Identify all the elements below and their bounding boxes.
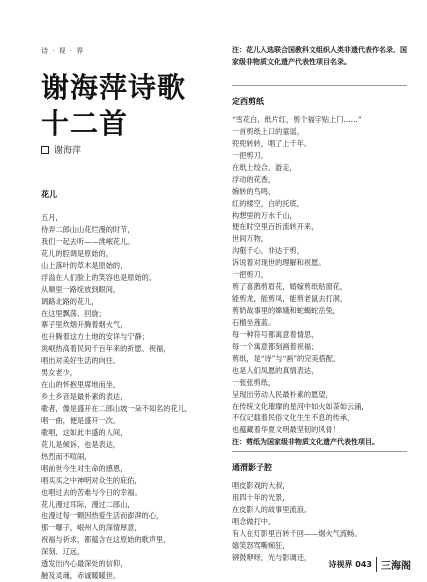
poem-line: 一把剪刀， bbox=[232, 270, 268, 280]
poem-line: 唱出对美好生活的向往。 bbox=[41, 356, 121, 366]
poem-line: 每一个寓意都刻画着祝福； bbox=[232, 341, 319, 351]
poem-line: 花儿的腔调是原始的， bbox=[41, 248, 113, 258]
poem-line: 花儿漫过耳际，漫过二郎山， bbox=[41, 499, 135, 509]
poem-line: “雪花白，纸片红，剪个福字贴上门……” bbox=[232, 115, 362, 124]
poem-body-jianzhi bbox=[232, 114, 369, 436]
poem-line: 唱皮影戏的大叔， bbox=[232, 481, 290, 490]
magazine-logo: 三海阁 bbox=[376, 557, 411, 572]
poem-line: 一首剪纸上口的童谣， bbox=[232, 126, 304, 136]
poem-line: 唱一曲，便是盛开一次。 bbox=[41, 415, 121, 425]
note-mid: 注：剪纸为国家级非物质文化遗产代表性项目。 bbox=[232, 437, 379, 446]
poem-line: 浮溢在人们脸上的笑容也是原始的。 bbox=[41, 272, 157, 282]
poem-line: 洮岷热高着民间千百年来的祈愿、祝福， bbox=[41, 344, 171, 354]
poem-line: 寨子里炊烟升腾着烟火气， bbox=[41, 320, 128, 330]
poem-line: 歌唱，这如此丰盛的人间， bbox=[41, 427, 128, 437]
poem-line: 铆鼓咿呀，光与影调还， bbox=[232, 552, 312, 562]
poem-line: 诉说着对现世的理解和祝愿。 bbox=[232, 258, 326, 268]
poem-line: 在纸上绞合、游走， bbox=[232, 162, 297, 172]
poem-line: 触及灵魂，赤诚暖暖世。 bbox=[41, 571, 121, 581]
poem-line: 剪了喜鹊剪眉花，婚嫁剪纸贴窗花， bbox=[232, 282, 348, 292]
poem-line: 在这里飘荡、回旋； bbox=[41, 308, 106, 318]
poem-line: 每一种符号都寓意着情思， bbox=[232, 329, 319, 339]
poem-line: 从顺里一路绽放到眼间， bbox=[41, 284, 121, 294]
poem-line: 红的楼空，白的托底， bbox=[232, 198, 304, 208]
poem-line: 五月， bbox=[41, 213, 63, 222]
poem-line: 在传统文化璀璨的星河中如火如荼如云涌， bbox=[232, 401, 369, 411]
poem-line: 在山的怀抱里席地而坐， bbox=[41, 380, 121, 390]
page-footer bbox=[329, 557, 411, 572]
poem-title-huaer: 花儿 bbox=[41, 190, 57, 199]
author-name: 谢海萍 bbox=[54, 146, 82, 156]
poem-line: 侍弄二郎山山花烂漫的时节， bbox=[41, 224, 135, 234]
poem-line: 用四十年的光景， bbox=[232, 492, 290, 502]
poem-line: 透发出内心最深处的信仰， bbox=[41, 559, 128, 569]
note-top: 注：花儿入选联合国教科文组织人类非遗代表作名录、国家级非物质文化遗产代表性项目名录。 bbox=[232, 45, 407, 66]
poem-line: 调路北路的花儿， bbox=[41, 296, 99, 306]
poem-line: 浮动的花香， bbox=[232, 174, 276, 184]
poem-line: 我们一起去听——洮岷花儿。 bbox=[41, 236, 135, 246]
poem-line: 剪奶故事里的嫦娥和蛇蝎蛇岳兔， bbox=[232, 306, 340, 315]
title-line-1: 谢海萍诗歌 bbox=[41, 71, 187, 104]
poem-line: 便在时空里百折流转开来， bbox=[232, 222, 319, 232]
title-line-2: 十二首 bbox=[41, 107, 129, 140]
poem-line: 唱前世今生对生命的感恩， bbox=[41, 463, 128, 473]
poem-line: 呈现出劳动人民最朴素的愿望， bbox=[232, 389, 333, 399]
page-number: 诗视界 043 bbox=[328, 560, 372, 569]
section-label: 诗 · 视 · 界 bbox=[41, 47, 85, 55]
poem-line: 能剪龙，能剪凤，能剪老鼠去打洞， bbox=[232, 294, 348, 304]
poem-line: 也蕴藏着华夏文明最坚韧的风骨！ bbox=[232, 425, 340, 435]
poem-line: 男女老少， bbox=[41, 368, 77, 378]
poem-line: 构想里的万水千山， bbox=[232, 210, 297, 220]
poem-line: 也唱过去的苦难与今日的幸福。 bbox=[41, 487, 142, 497]
divider bbox=[232, 85, 407, 86]
poem-line: 有人在灯影里百转千回——烟火气流畅。 bbox=[232, 528, 362, 538]
poem-line: 嬉笑怒骂嘶痴狂， bbox=[232, 540, 290, 550]
poem-line: 一张张剪纸， bbox=[232, 377, 276, 387]
poem-line: 唱念做打中， bbox=[232, 516, 276, 526]
poem-line: 山上落叶的草木是原始的， bbox=[41, 260, 128, 270]
poem-line: 沟壑千心，非达于剪， bbox=[232, 246, 304, 256]
poem-title-jianzhi: 定西剪纸 bbox=[232, 97, 264, 106]
poem-line: 在皮影人的故事里流浪。 bbox=[232, 504, 312, 514]
poem-line: 歌者，像是盛开在二郎山坡一朵不知名的花儿， bbox=[41, 404, 192, 413]
poem-line: 也漫过每一颗因热爱生活而澎湃的心， bbox=[41, 511, 164, 521]
poem-line: 石榴坐莲蓝。 bbox=[232, 317, 276, 327]
poem-line: 祝福与祈求，都蕴含在这原始的歌声里， bbox=[41, 535, 171, 545]
poem-line: 花儿是倾诉，也是表达， bbox=[41, 439, 121, 449]
poem-line: 世间万物， bbox=[232, 234, 268, 244]
poem-line: 深刻、辽远， bbox=[41, 547, 85, 557]
poem-title-yingzi: 通渭影子腔 bbox=[232, 463, 272, 472]
poem-line: 也是人们凤愿的真情表达， bbox=[232, 365, 319, 375]
poem-line: 不仅记载着民俗文化生生不息的传承， bbox=[232, 413, 355, 423]
poem-body-huaer bbox=[41, 212, 192, 582]
article-title bbox=[41, 70, 186, 142]
poem-line: 乡土乡音是最朴素的表达， bbox=[41, 392, 128, 402]
poem-line: 也升腾着这方土地的安详与宁静； bbox=[41, 332, 149, 342]
poem-body-yingzi bbox=[232, 480, 361, 564]
author-row bbox=[41, 143, 81, 156]
poem-line: 那一曝子，岷州人的深情厚意， bbox=[41, 523, 142, 533]
poem-line: 唱买买之中神明对众生的庇佑， bbox=[41, 475, 142, 485]
divider bbox=[232, 451, 407, 452]
square-icon bbox=[41, 146, 49, 154]
poem-line: 兜兜转转，唱了上千年。 bbox=[232, 138, 312, 148]
poem-line: 剪纸，是“诗”与“画”的完美搭配， bbox=[232, 353, 341, 363]
poem-line: 婉转的鸟鸣， bbox=[232, 186, 276, 196]
poem-line: 热烈而不喧闹， bbox=[41, 451, 92, 461]
poem-line: 一把剪刀， bbox=[232, 150, 268, 160]
